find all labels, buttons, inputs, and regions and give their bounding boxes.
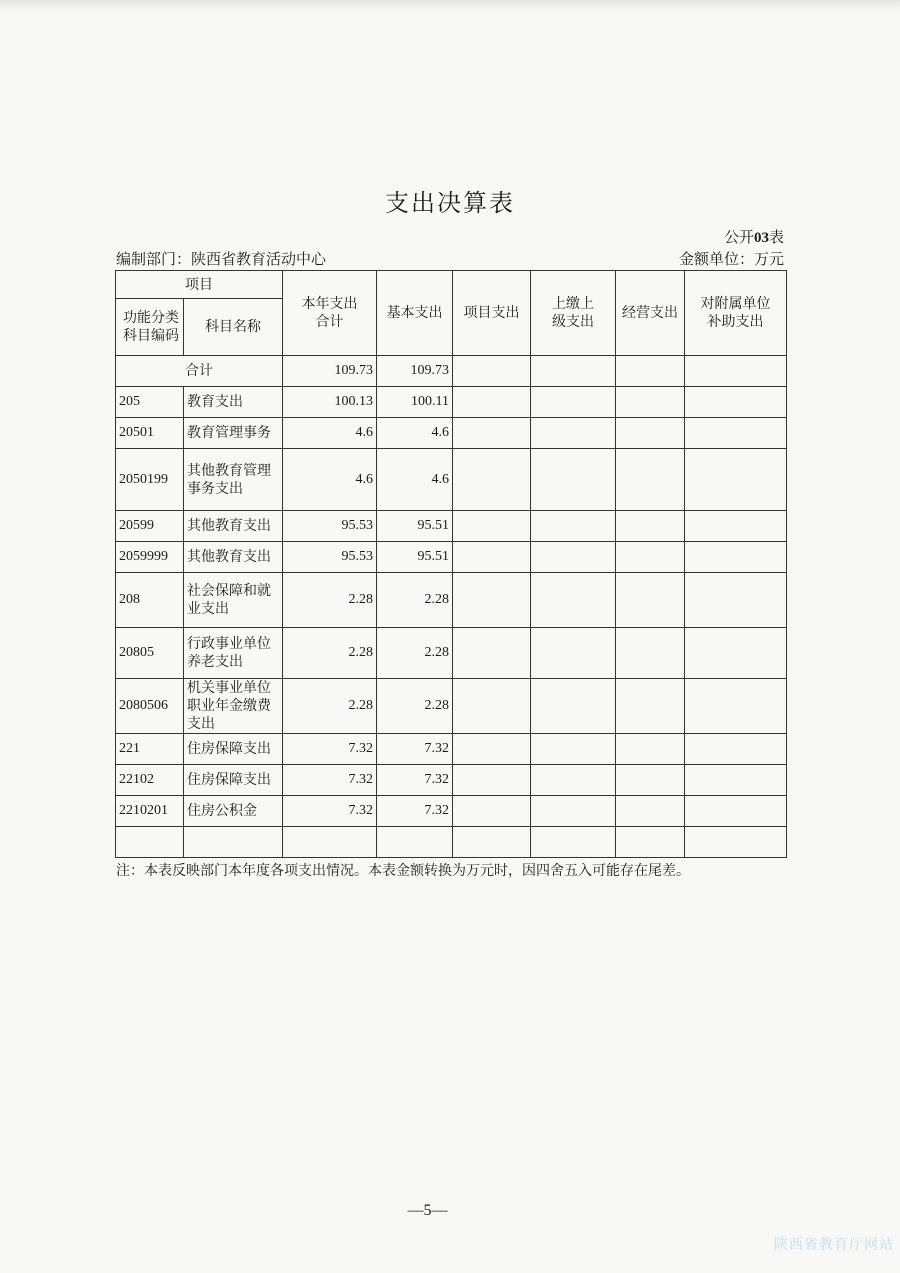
empty-cell bbox=[283, 827, 377, 858]
row-project-exp bbox=[453, 628, 531, 679]
row-code: 208 bbox=[116, 573, 184, 628]
row-code: 221 bbox=[116, 734, 184, 765]
table-row bbox=[116, 765, 787, 796]
header-project: 项目 bbox=[116, 271, 283, 299]
header-operating: 经营支出 bbox=[616, 271, 685, 356]
row-code: 20599 bbox=[116, 511, 184, 542]
row-name: 其他教育支出 bbox=[184, 542, 283, 573]
row-upper bbox=[531, 573, 616, 628]
table-row bbox=[116, 387, 787, 418]
table-row bbox=[116, 679, 787, 734]
row-upper bbox=[531, 418, 616, 449]
row-basic: 7.32 bbox=[377, 796, 453, 827]
row-operating bbox=[616, 796, 685, 827]
header-total-text: 本年支出合计 bbox=[301, 296, 358, 330]
empty-cell bbox=[531, 827, 616, 858]
row-project-exp bbox=[453, 449, 531, 511]
table-row bbox=[116, 418, 787, 449]
row-upper bbox=[531, 511, 616, 542]
form-number bbox=[724, 226, 784, 247]
header-project-exp: 项目支出 bbox=[453, 271, 531, 356]
header-total bbox=[283, 271, 377, 356]
row-total: 7.32 bbox=[283, 796, 377, 827]
empty-cell bbox=[184, 827, 283, 858]
table-row bbox=[116, 542, 787, 573]
site-watermark: 陕西省教育厅网站 bbox=[774, 1237, 894, 1253]
row-upper bbox=[531, 679, 616, 734]
row-basic: 4.6 bbox=[377, 449, 453, 511]
empty-cell bbox=[116, 827, 184, 858]
total-upper bbox=[531, 356, 616, 387]
header-basic: 基本支出 bbox=[377, 271, 453, 356]
row-code: 2059999 bbox=[116, 542, 184, 573]
header-upper-text: 上缴上级支出 bbox=[552, 296, 594, 330]
row-operating bbox=[616, 511, 685, 542]
row-project-exp bbox=[453, 796, 531, 827]
row-name: 教育支出 bbox=[184, 387, 283, 418]
row-upper bbox=[531, 542, 616, 573]
row-project-exp bbox=[453, 387, 531, 418]
row-name: 行政事业单位养老支出 bbox=[184, 628, 283, 679]
table-row bbox=[116, 449, 787, 511]
empty-cell bbox=[685, 827, 787, 858]
header-name: 科目名称 bbox=[184, 299, 283, 356]
row-code: 20805 bbox=[116, 628, 184, 679]
row-basic: 4.6 bbox=[377, 418, 453, 449]
total-label: 合计 bbox=[116, 356, 283, 387]
table-row bbox=[116, 734, 787, 765]
row-name: 住房公积金 bbox=[184, 796, 283, 827]
row-upper bbox=[531, 628, 616, 679]
row-subsidy bbox=[685, 628, 787, 679]
row-basic: 7.32 bbox=[377, 765, 453, 796]
page-title: 支出决算表 bbox=[385, 189, 515, 217]
row-subsidy bbox=[685, 796, 787, 827]
expenditure-table bbox=[115, 270, 787, 858]
table-row-total bbox=[116, 356, 787, 387]
row-basic: 2.28 bbox=[377, 679, 453, 734]
page-edge bbox=[0, 0, 900, 12]
header-code bbox=[116, 299, 184, 356]
amount-unit-label: 金额单位：万元 bbox=[678, 250, 784, 268]
total-project-exp bbox=[453, 356, 531, 387]
row-subsidy bbox=[685, 573, 787, 628]
row-total: 95.53 bbox=[283, 542, 377, 573]
row-project-exp bbox=[453, 511, 531, 542]
row-total: 4.6 bbox=[283, 449, 377, 511]
row-name: 社会保障和就业支出 bbox=[184, 573, 283, 628]
row-operating bbox=[616, 679, 685, 734]
header-code-text: 功能分类科目编码 bbox=[123, 310, 179, 344]
row-operating bbox=[616, 628, 685, 679]
row-operating bbox=[616, 387, 685, 418]
row-total: 100.13 bbox=[283, 387, 377, 418]
table-row bbox=[116, 573, 787, 628]
row-name: 其他教育支出 bbox=[184, 511, 283, 542]
row-basic: 2.28 bbox=[377, 573, 453, 628]
row-operating bbox=[616, 734, 685, 765]
row-project-exp bbox=[453, 573, 531, 628]
header-subsidy bbox=[685, 271, 787, 356]
page-number: —5— bbox=[407, 1202, 448, 1219]
row-total: 95.53 bbox=[283, 511, 377, 542]
total-basic: 109.73 bbox=[377, 356, 453, 387]
row-project-exp bbox=[453, 542, 531, 573]
row-project-exp bbox=[453, 734, 531, 765]
row-subsidy bbox=[685, 418, 787, 449]
table-note: 注：本表反映部门本年度各项支出情况。本表金额转换为万元时，因四舍五入可能存在尾差。 bbox=[116, 863, 690, 879]
row-project-exp bbox=[453, 418, 531, 449]
row-code: 205 bbox=[116, 387, 184, 418]
form-number-suffix: 表 bbox=[768, 228, 784, 246]
empty-cell bbox=[377, 827, 453, 858]
row-operating bbox=[616, 449, 685, 511]
row-name: 教育管理事务 bbox=[184, 418, 283, 449]
empty-cell bbox=[616, 827, 685, 858]
table-row bbox=[116, 511, 787, 542]
department-label: 编制部门：陕西省教育活动中心 bbox=[116, 250, 327, 268]
row-basic: 7.32 bbox=[377, 734, 453, 765]
row-upper bbox=[531, 387, 616, 418]
row-basic: 95.51 bbox=[377, 511, 453, 542]
empty-cell bbox=[453, 827, 531, 858]
row-subsidy bbox=[685, 765, 787, 796]
row-subsidy bbox=[685, 734, 787, 765]
row-upper bbox=[531, 765, 616, 796]
row-operating bbox=[616, 542, 685, 573]
row-code: 20501 bbox=[116, 418, 184, 449]
row-subsidy bbox=[685, 679, 787, 734]
row-upper bbox=[531, 449, 616, 511]
row-subsidy bbox=[685, 542, 787, 573]
row-operating bbox=[616, 765, 685, 796]
row-operating bbox=[616, 573, 685, 628]
row-code: 2080506 bbox=[116, 679, 184, 734]
total-operating bbox=[616, 356, 685, 387]
row-upper bbox=[531, 796, 616, 827]
row-subsidy bbox=[685, 387, 787, 418]
row-subsidy bbox=[685, 449, 787, 511]
row-total: 2.28 bbox=[283, 573, 377, 628]
table-row bbox=[116, 628, 787, 679]
row-code: 22102 bbox=[116, 765, 184, 796]
total-amount: 109.73 bbox=[283, 356, 377, 387]
row-code: 2210201 bbox=[116, 796, 184, 827]
table-row bbox=[116, 796, 787, 827]
row-basic: 100.11 bbox=[377, 387, 453, 418]
table-row-empty bbox=[116, 827, 787, 858]
row-name: 住房保障支出 bbox=[184, 734, 283, 765]
row-name: 住房保障支出 bbox=[184, 765, 283, 796]
row-total: 7.32 bbox=[283, 765, 377, 796]
row-total: 7.32 bbox=[283, 734, 377, 765]
header-upper bbox=[531, 271, 616, 356]
total-subsidy bbox=[685, 356, 787, 387]
row-project-exp bbox=[453, 679, 531, 734]
row-name: 机关事业单位职业年金缴费支出 bbox=[184, 679, 283, 734]
header-subsidy-text: 对附属单位补助支出 bbox=[700, 296, 771, 330]
row-total: 4.6 bbox=[283, 418, 377, 449]
row-basic: 95.51 bbox=[377, 542, 453, 573]
row-project-exp bbox=[453, 765, 531, 796]
form-number-value: 03 bbox=[753, 230, 769, 246]
row-total: 2.28 bbox=[283, 628, 377, 679]
form-number-prefix: 公开 bbox=[723, 228, 754, 246]
row-total: 2.28 bbox=[283, 679, 377, 734]
row-basic: 2.28 bbox=[377, 628, 453, 679]
row-subsidy bbox=[685, 511, 787, 542]
row-upper bbox=[531, 734, 616, 765]
row-operating bbox=[616, 418, 685, 449]
row-name: 其他教育管理事务支出 bbox=[184, 449, 283, 511]
row-code: 2050199 bbox=[116, 449, 184, 511]
